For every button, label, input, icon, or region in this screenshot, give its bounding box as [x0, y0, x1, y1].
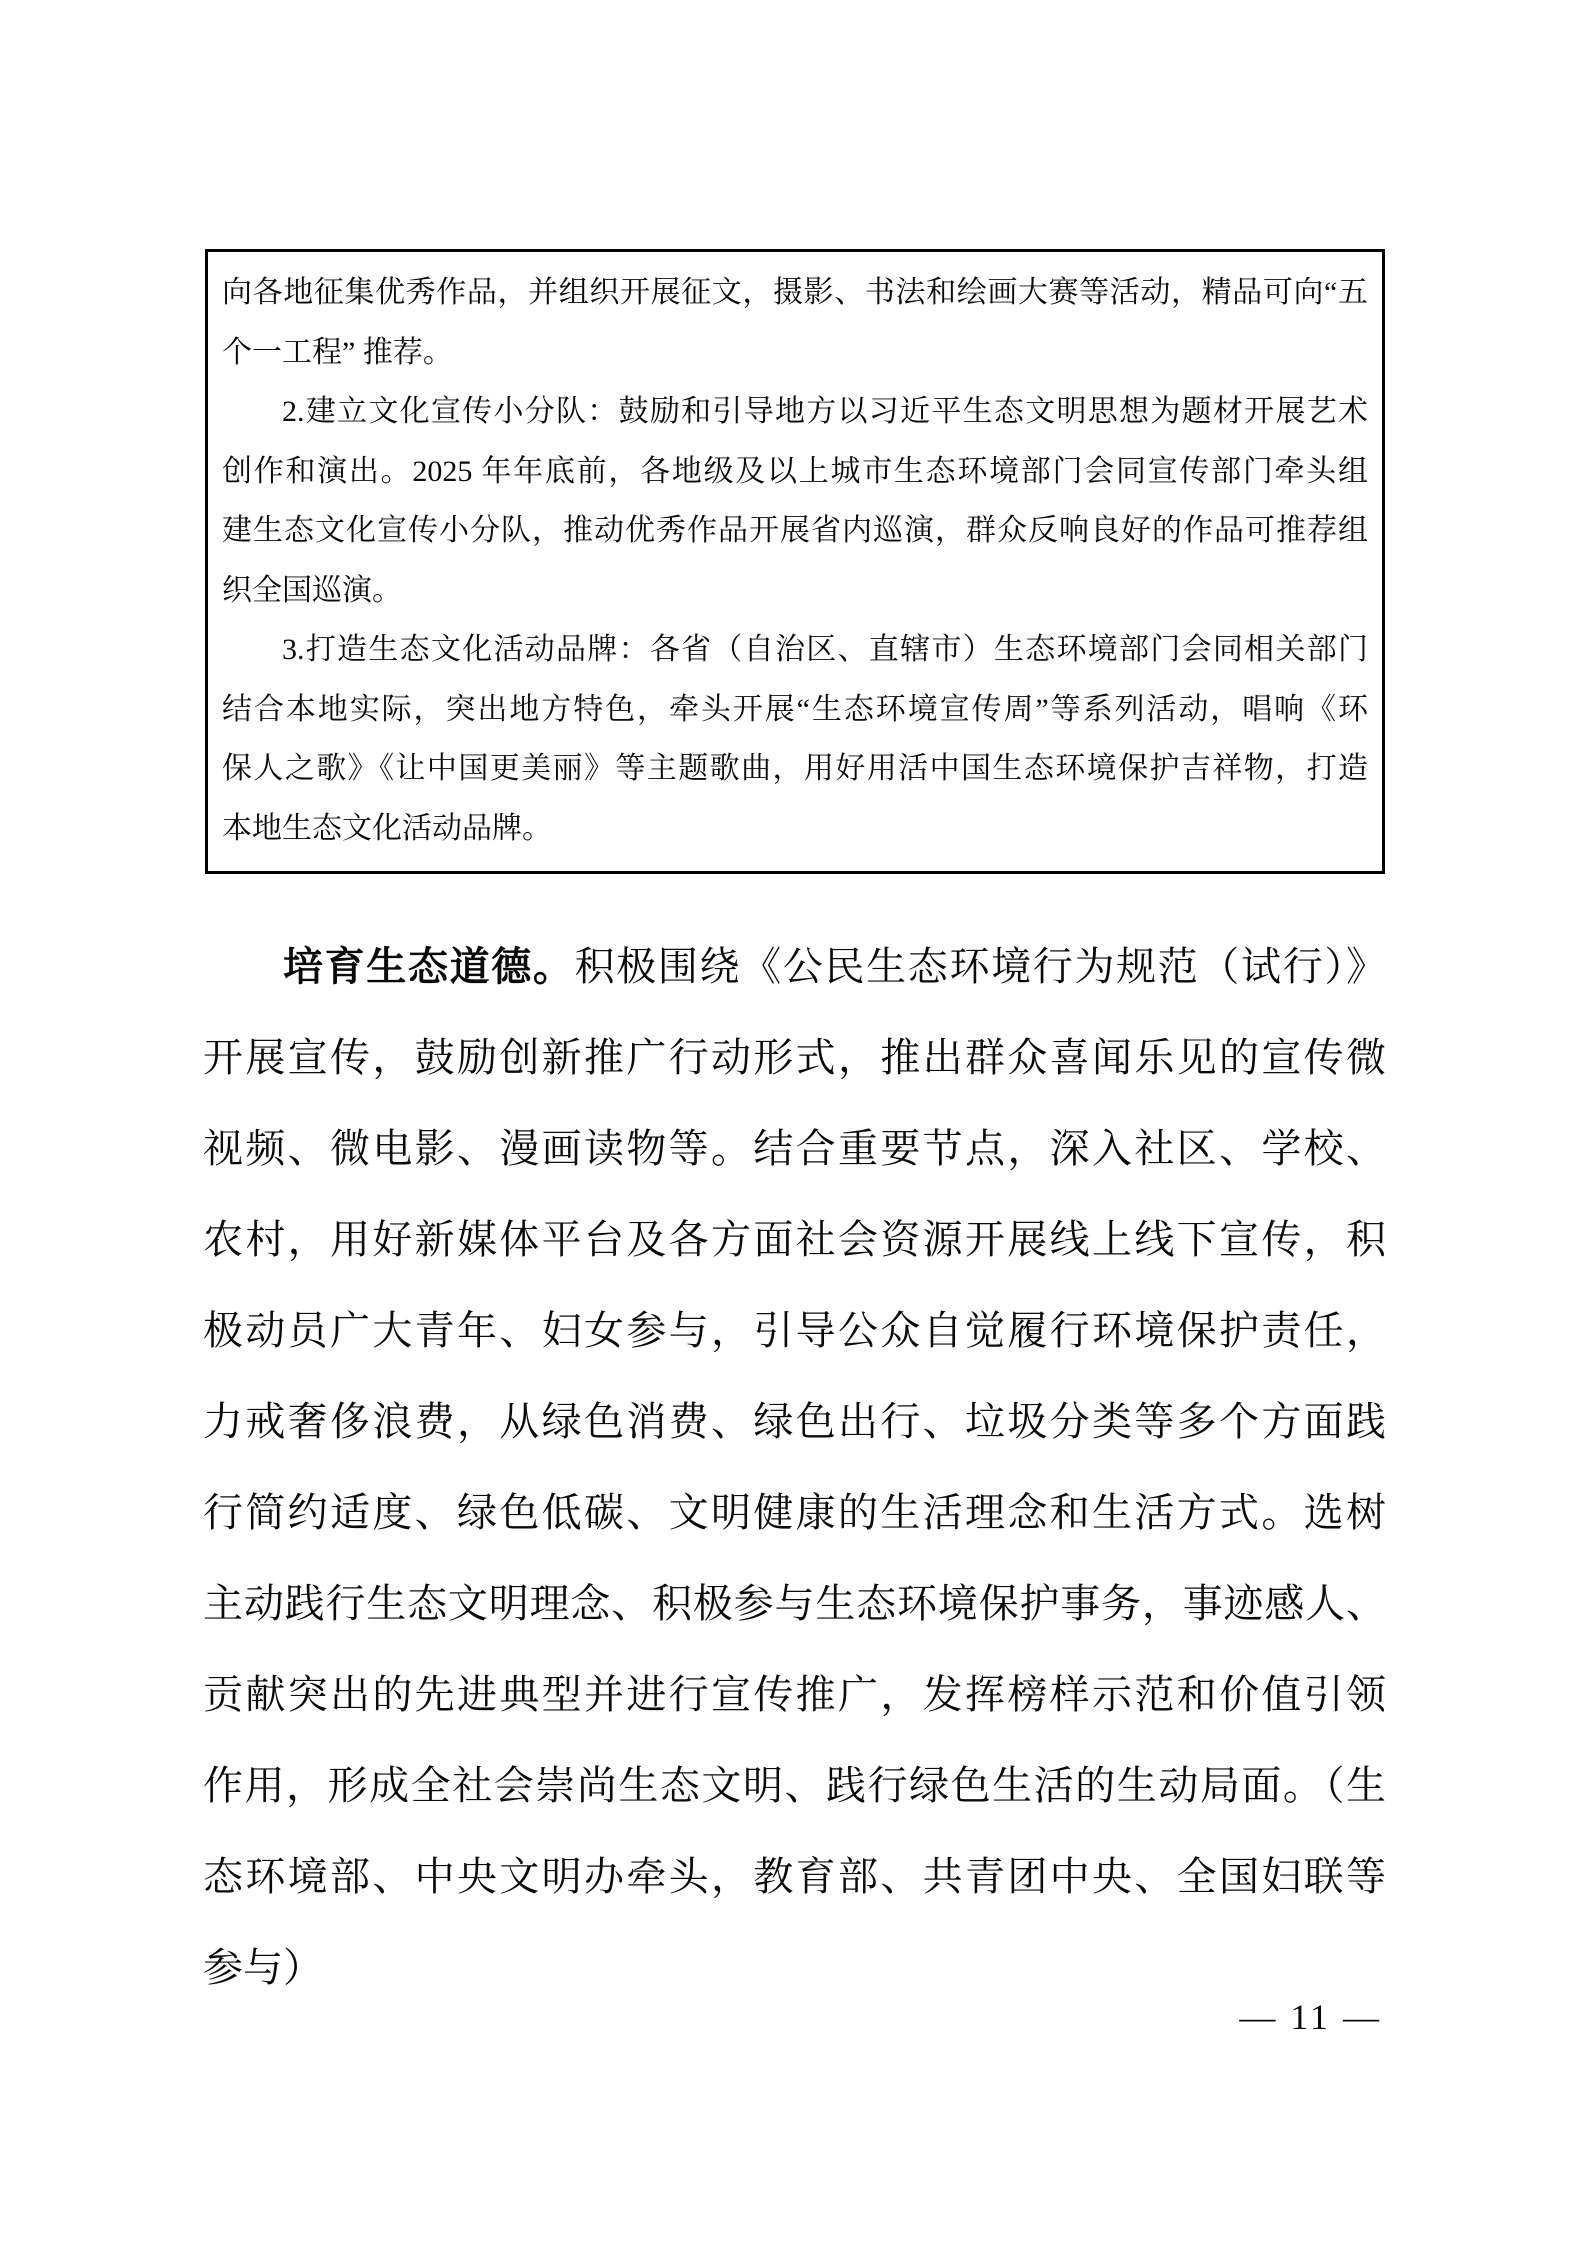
box-text-line: 创作和演出。2025 年年底前，各地级及以上城市生态环境部门会同宣传部门牵头组: [222, 454, 1368, 488]
paragraph-text-line: 视频、微电影、漫画读物等。结合重要节点，深入社区、学校、: [203, 1126, 1386, 1171]
box-text-line: 3.打造生态文化活动品牌：各省（自治区、直辖市）生态环境部门会同相关部门: [282, 633, 1368, 666]
box-text-line: 建生态文化宣传小分队，推动优秀作品开展省内巡演，群众反响良好的作品可推荐组: [222, 514, 1368, 547]
page-number: — 11 —: [1239, 1997, 1382, 2037]
box-text-line: 结合本地实际，突出地方特色，牵头开展“生态环境宣传周”等系列活动，唱响《环: [222, 692, 1368, 726]
paragraph-text-line: 态环境部、中央文明办牵头，教育部、共青团中央、全国妇联等: [203, 1854, 1386, 1899]
box-text-line: 向各地征集优秀作品，并组织开展征文，摄影、书法和绘画大赛等活动，精品可向“五: [222, 276, 1368, 309]
box-text-line: 保人之歌》《让中国更美丽》等主题歌曲，用好用活中国生态环境保护吉祥物，打造: [222, 752, 1368, 785]
paragraph-text-line: 开展宣传，鼓励创新推广行动形式，推出群众喜闻乐见的宣传微: [203, 1035, 1386, 1080]
paragraph-text-line: 贡献突出的先进典型并进行宣传推广，发挥榜样示范和价值引领: [203, 1672, 1386, 1717]
paragraph-text: 积极围绕《公民生态环境行为规范（试行）》: [574, 944, 1387, 989]
box-text-line: 个一工程” 推荐。: [222, 335, 453, 369]
paragraph-lead-heading: 培育生态道德。: [283, 944, 575, 989]
paragraph-text-line: 作用，形成全社会崇尚生态文明、践行绿色生活的生动局面。（生: [203, 1763, 1386, 1808]
box-text-line: 2.建立文化宣传小分队：鼓励和引导地方以习近平生态文明思想为题材开展艺术: [282, 395, 1368, 428]
paragraph-text-line: 主动践行生态文明理念、积极参与生态环境保护事务，事迹感人、: [203, 1581, 1386, 1626]
box-text-line: 本地生态文化活动品牌。: [222, 811, 552, 845]
paragraph-text-line: 行简约适度、绿色低碳、文明健康的生活理念和生活方式。选树: [203, 1490, 1386, 1535]
paragraph-text-line: 农村，用好新媒体平台及各方面社会资源开展线上线下宣传，积: [203, 1217, 1386, 1262]
paragraph-text-line: 力戒奢侈浪费，从绿色消费、绿色出行、垃圾分类等多个方面践: [203, 1399, 1386, 1444]
callout-box: [205, 249, 1385, 874]
body-paragraph: [203, 921, 1386, 2013]
paragraph-text-line: 参与）: [203, 1945, 323, 1990]
box-text-line: 织全国巡演。: [222, 573, 402, 607]
paragraph-first-line: [203, 921, 1386, 1012]
paragraph-text-line: 极动员广大青年、妇女参与，引导公众自觉履行环境保护责任，: [203, 1308, 1386, 1353]
